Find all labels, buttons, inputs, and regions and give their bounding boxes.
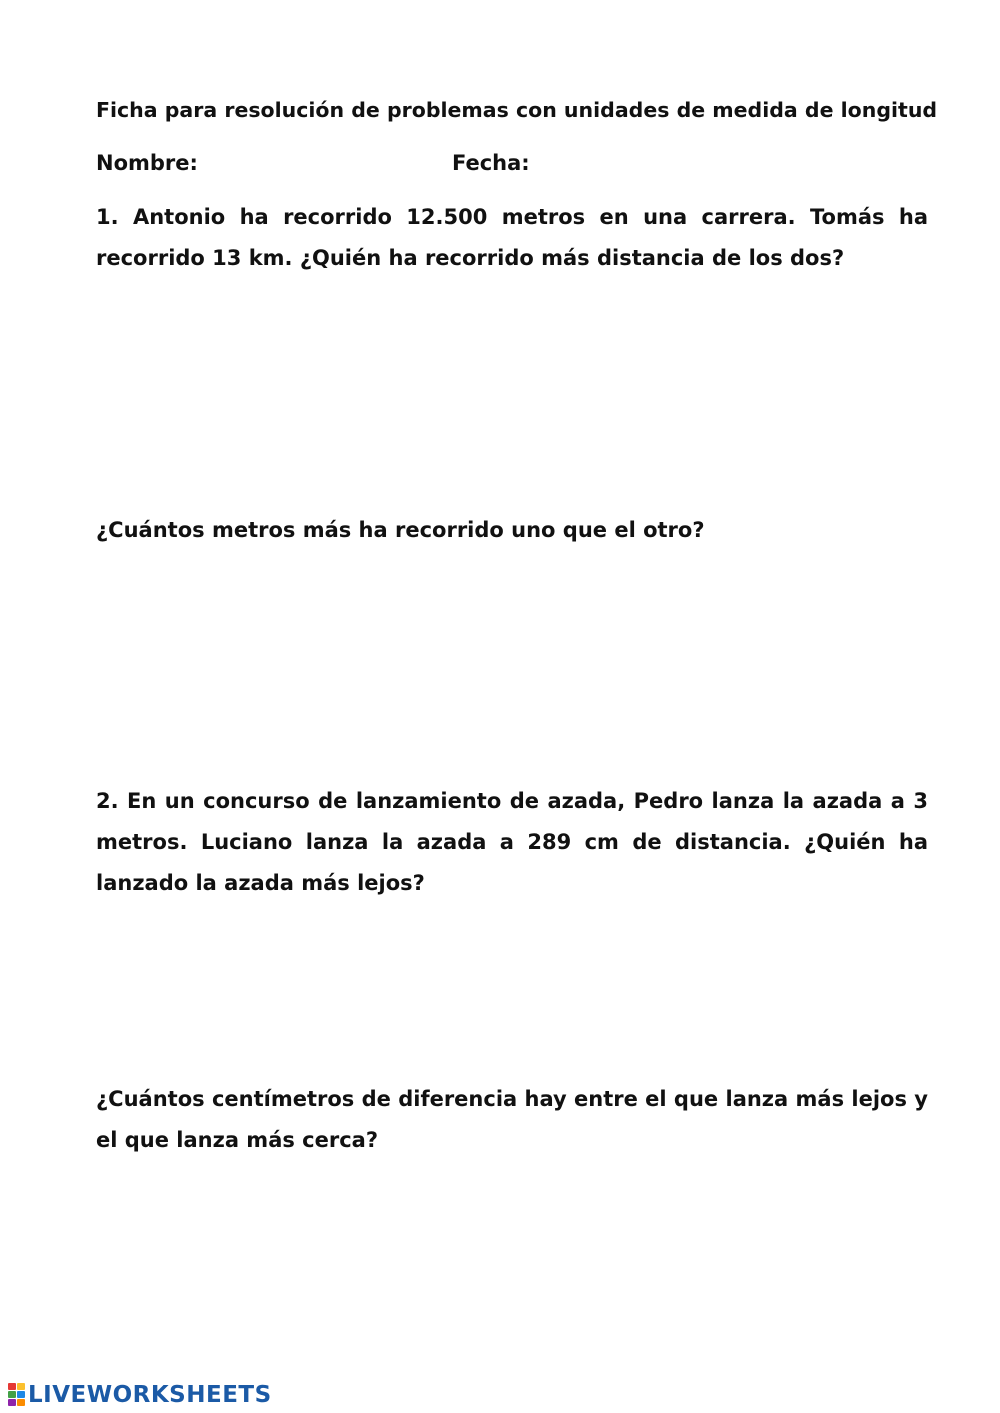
problem-1-text: 1. Antonio ha recorrido 12.500 metros en una carrera. Tomás ha recorrido 13 km. ¿Quién ha recorrido más distancia de los dos? [96, 205, 928, 270]
problem-2-text: 2. En un concurso de lanzamiento de azada, Pedro lanza la azada a 3 metros. Luciano lanza la azada a 289 cm de distancia. ¿Quién ha lanzado la azada más lejos? [96, 789, 928, 895]
footer-brand [8, 1380, 272, 1410]
logo-square [17, 1391, 25, 1398]
logo-square [8, 1391, 16, 1398]
liveworksheets-logo-icon [8, 1383, 26, 1407]
logo-square [17, 1383, 25, 1390]
nombre-label: Nombre: [96, 151, 198, 175]
logo-square [8, 1383, 16, 1390]
logo-square [17, 1399, 25, 1406]
fecha-label: Fecha: [452, 151, 530, 175]
brand-name: LIVEWORKSHEETS [28, 1382, 272, 1408]
question-2-text: ¿Cuántos centímetros de diferencia hay entre el que lanza más lejos y el que lanza más cerca? [96, 1087, 928, 1152]
question-1-text: ¿Cuántos metros más ha recorrido uno que el otro? [96, 518, 705, 542]
logo-square [8, 1399, 16, 1406]
worksheet-title: Ficha para resolución de problemas con unidades de medida de longitud [96, 98, 938, 122]
